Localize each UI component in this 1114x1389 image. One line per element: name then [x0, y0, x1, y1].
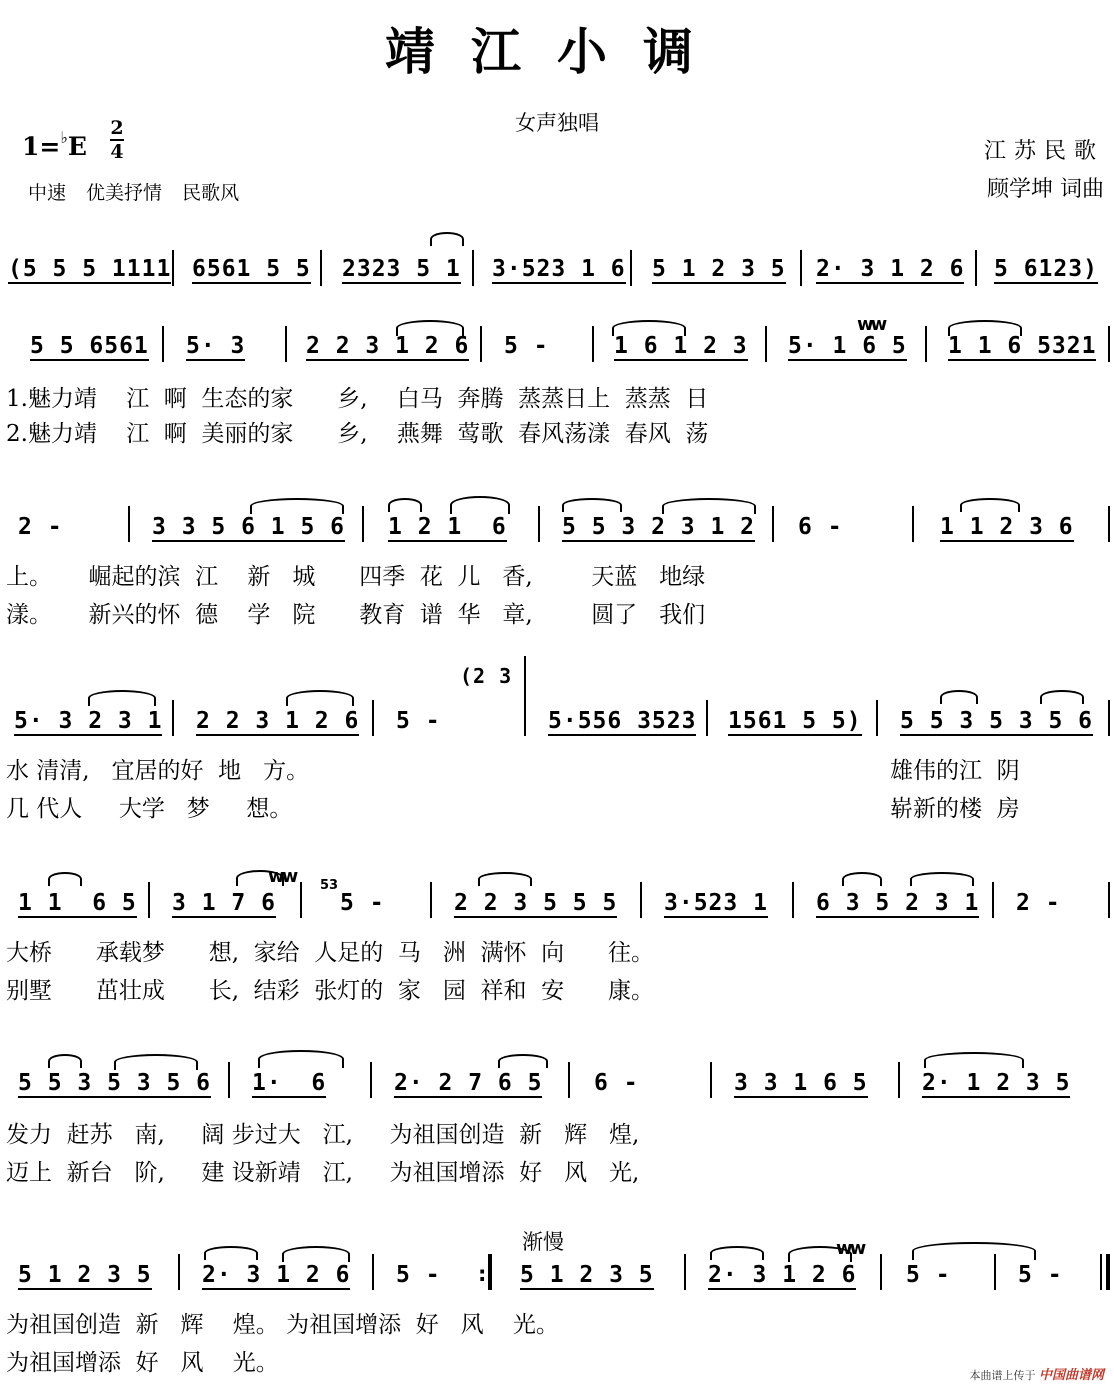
measure: 3·523 1: [664, 890, 768, 916]
measure: 5· 3 2 3 1: [14, 708, 163, 734]
measure: 6561 5 5: [192, 256, 311, 282]
slur: [282, 1246, 350, 1262]
barline: [1108, 326, 1110, 362]
slur: [1040, 690, 1084, 704]
barline: [300, 882, 302, 918]
measure: 5 -: [396, 1262, 441, 1288]
lyric-verse-1: 1.魅力靖 江 啊 生态的家 乡, 白马 奔腾 蒸蒸日上 蒸蒸 日: [6, 386, 709, 412]
barline: [172, 250, 174, 286]
measure: 3 3 5 6 1 5 6: [152, 514, 346, 540]
slur: [562, 498, 622, 512]
slur: [88, 690, 156, 706]
measure: 5 -: [340, 890, 385, 916]
genre-credit: 江苏民歌: [983, 139, 1104, 164]
lyric-verse-2: 2.魅力靖 江 啊 美丽的家 乡, 燕舞 莺歌 春风荡漾 春风 荡: [6, 421, 709, 447]
key-prefix: 1=: [22, 132, 61, 161]
measure: 2· 1 2 3 5: [922, 1070, 1071, 1096]
barline: [162, 326, 164, 362]
final-barline-thin: [1100, 1254, 1102, 1290]
barline: [1108, 882, 1110, 918]
barline: [765, 326, 767, 362]
alternate-notes: (2 3: [460, 664, 513, 688]
barline: [362, 506, 364, 542]
barline: [975, 250, 977, 286]
mordent-ornament: ww: [268, 866, 296, 887]
measure: 2 2 3 1 2 6: [306, 333, 470, 359]
key-signature: [22, 128, 87, 161]
lyric-verse-2: 为祖国增添 好 风 光。: [6, 1350, 279, 1376]
measure: 2· 2 7 6 5: [394, 1070, 543, 1096]
slur: [388, 498, 422, 512]
barline: [876, 700, 878, 736]
flat-sign: ♭: [60, 128, 68, 147]
measure: 2323 5 1: [342, 256, 461, 282]
measure: 5 -: [504, 333, 549, 359]
measure: 5·556 3523: [548, 708, 697, 734]
barline: [480, 326, 482, 362]
barline: [228, 1062, 230, 1098]
barline: [1108, 506, 1110, 542]
measure: 2 2 3 5 5 5: [454, 890, 618, 916]
measure: 5 -: [906, 1262, 951, 1288]
lyric-verse-2: 漾。 新兴的怀 德 学 院 教育 谱 华 章, 圆了 我们: [6, 602, 706, 628]
barline: [372, 700, 374, 736]
slur: [710, 1246, 764, 1260]
lyric-verse-2: 别墅 茁壮成 长, 结彩 张灯的 家 园 祥和 安 康。: [6, 978, 654, 1004]
slur: [960, 498, 1020, 512]
measure: 2 -: [1016, 890, 1061, 916]
measure: 5 1 2 3 5: [520, 1262, 654, 1288]
author-credit: 顾学坤 词曲: [987, 177, 1104, 202]
measure: 5 1 2 3 5: [652, 256, 786, 282]
tempo-marking: 中速 优美抒情 民歌风: [28, 182, 240, 204]
measure: 1 1 6 5: [18, 890, 137, 916]
measure: 5 5 6561: [30, 333, 149, 359]
barline: [772, 506, 774, 542]
barline: [538, 506, 540, 542]
song-title: 靖江小调: [385, 22, 729, 81]
measure: 1561 5 5): [728, 708, 862, 734]
slur: [940, 690, 978, 704]
slur: [910, 872, 974, 886]
slur: [114, 1054, 198, 1070]
time-signature: [110, 117, 124, 163]
measure: 6 3 5 2 3 1: [816, 890, 980, 916]
slur: [662, 498, 756, 514]
lyric-verse-1: 大桥 承载梦 想, 家给 人足的 马 洲 满怀 向 往。: [6, 940, 654, 966]
slur: [286, 690, 354, 706]
measure: 5 5 3 5 3 5 6: [900, 708, 1094, 734]
slur: [612, 320, 686, 336]
performance-type: 女声独唱: [515, 111, 599, 135]
barline: [592, 326, 594, 362]
measure: 5· 3: [186, 333, 246, 359]
lyric-verse-1-pickup: 雄伟的江 阴: [890, 758, 1020, 784]
lyric-verse-2: 几 代人 大学 梦 想。: [6, 796, 293, 822]
measure: 5· 1 6 5: [788, 333, 907, 359]
slur: [430, 232, 464, 246]
measure: 3 1 7 6: [172, 890, 276, 916]
measure: 1· 6: [252, 1070, 327, 1096]
repeat-dots: :: [478, 1262, 487, 1286]
lyric-verse-1: 上。 崛起的滨 江 新 城 四季 花 儿 香, 天蓝 地绿: [6, 564, 706, 590]
footer-text: 本曲谱上传于: [969, 1369, 1036, 1382]
barline: [898, 1062, 900, 1098]
measure: 5 -: [1018, 1262, 1063, 1288]
slur: [842, 872, 882, 886]
measure: 3 3 1 6 5: [734, 1070, 868, 1096]
barline: [128, 506, 130, 542]
barline: [992, 882, 994, 918]
measure: 5 -: [396, 708, 441, 734]
barline: [706, 700, 708, 736]
measure: 5 5 3 2 3 1 2: [562, 514, 756, 540]
lyric-verse-1: 为祖国创造 新 辉 煌。 为祖国增添 好 风 光。: [6, 1312, 559, 1338]
barline: [148, 882, 150, 918]
measure: 2 2 3 1 2 6: [196, 708, 360, 734]
barline: [684, 1254, 686, 1290]
ritardando-marking: 渐慢: [522, 1230, 564, 1254]
barline: [472, 250, 474, 286]
barline: [372, 1254, 374, 1290]
barline: [1108, 700, 1110, 736]
slur: [924, 1052, 1024, 1068]
barline: [320, 250, 322, 286]
measure: 5 1 2 3 5: [18, 1262, 152, 1288]
lyric-verse-1: 发力 赶苏 南, 阔 步过大 江, 为祖国创造 新 辉 煌,: [6, 1122, 640, 1148]
barline: [568, 1062, 570, 1098]
measure: (5 5 5 1111: [8, 256, 172, 282]
slur: [48, 872, 82, 886]
lyric-verse-2: 迈上 新台 阶, 建 设新靖 江, 为祖国增添 好 风 光,: [6, 1160, 640, 1186]
barline: [792, 882, 794, 918]
grace-notes: 53: [320, 878, 339, 893]
tie: [912, 1242, 1036, 1260]
slur: [250, 498, 344, 514]
lyric-verse-1: 水 清清, 宜居的好 地 方。: [6, 758, 310, 784]
key-note: E: [67, 132, 87, 161]
barline: [925, 326, 927, 362]
slur: [48, 1054, 82, 1068]
barline: [640, 882, 642, 918]
final-barline-thick: [1106, 1254, 1110, 1290]
measure: 2· 3 1 2 6: [708, 1262, 857, 1288]
lyric-verse-2-pickup: 崭新的楼 房: [890, 796, 1020, 822]
measure: 1 1 6 5321: [948, 333, 1097, 359]
measure: 2· 3 1 2 6: [202, 1262, 351, 1288]
barline: [178, 1254, 180, 1290]
barline: [710, 1062, 712, 1098]
measure: 2 -: [18, 514, 63, 540]
measure: 2· 3 1 2 6: [816, 256, 965, 282]
measure: 6 -: [798, 514, 843, 540]
mordent-ornament: ww: [836, 1238, 864, 1259]
slur: [948, 320, 1022, 336]
slur: [258, 1050, 344, 1068]
meter-bottom: 4: [110, 141, 124, 163]
barline: [172, 700, 174, 736]
slur: [204, 1246, 258, 1260]
measure: 5 6123): [994, 256, 1098, 282]
barline: [370, 1062, 372, 1098]
barline: [524, 656, 526, 736]
measure: 1 1 2 3 6: [940, 514, 1074, 540]
barline: [912, 506, 914, 542]
barline: [430, 882, 432, 918]
meter-top: 2: [110, 117, 124, 139]
measure: 5 5 3 5 3 5 6: [18, 1070, 212, 1096]
measure: 1 6 1 2 3: [614, 333, 748, 359]
site-logo: 中国曲谱网: [1038, 1368, 1104, 1383]
barline: [630, 250, 632, 286]
slur: [498, 1054, 548, 1068]
measure: 6 -: [594, 1070, 639, 1096]
slur: [450, 496, 510, 514]
slur: [396, 320, 464, 336]
barline: [285, 326, 287, 362]
slur: [478, 872, 532, 886]
measure: 3·523 1 6: [492, 256, 626, 282]
source-watermark: [969, 1364, 1104, 1383]
barline: [800, 250, 802, 286]
repeat-barline: [488, 1254, 492, 1290]
measure: 1 2 1 6: [388, 514, 507, 540]
barline: [880, 1254, 882, 1290]
mordent-ornament: ww: [857, 314, 885, 335]
